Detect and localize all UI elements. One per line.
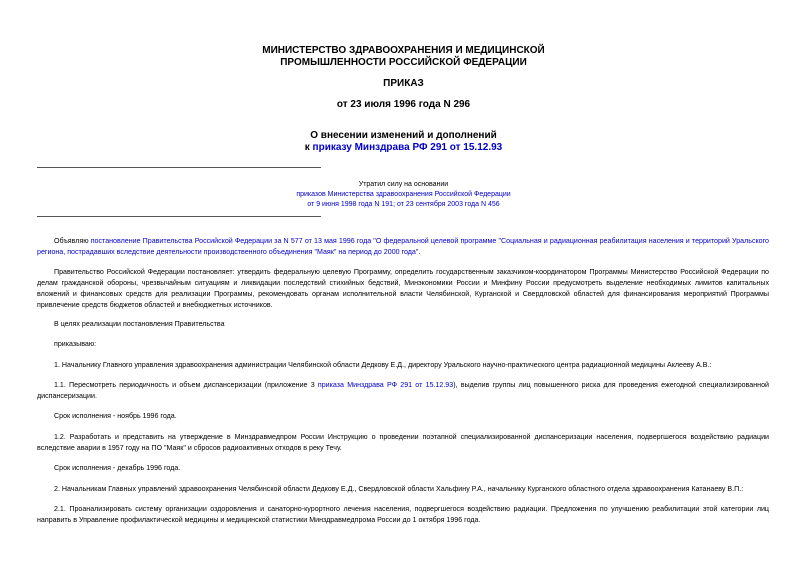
p1-suffix: .	[418, 248, 421, 256]
document-date-number: от 23 июля 1996 года N 296	[336, 99, 471, 110]
subject-prefix: к	[304, 142, 313, 153]
p1-prefix: Объявляю	[54, 237, 91, 245]
validity-dates-link[interactable]: от 9 июня 1998 года N 191; от 23 сентября 2003 года N 456	[307, 201, 500, 208]
ministry-title-line2: ПРОМЫШЛЕННОСТИ РОССИЙСКОЙ ФЕДЕРАЦИИ	[280, 57, 527, 68]
order-291-link-inline[interactable]: приказа Минздрава РФ 291 от 15.12.93	[317, 381, 454, 389]
paragraph-purpose: В целях реализации постановления Правительства	[54, 320, 225, 328]
paragraph-announcement	[37, 236, 769, 258]
paragraph-item-1: 1. Начальнику Главного управления здравоохранения администрации Челябинской области Дедкову Е.Д., директору Уральского научно-практического центра радиационной медицины Аклееву А.В.:	[54, 361, 712, 369]
document-subject-line1: О внесении изменений и дополнений	[310, 130, 497, 141]
government-resolution-link[interactable]: постановление Правительства Российской Федерации за N 577 от 13 мая 1996 года "О федеральной целевой программе "Социальная и радиационная реабилитация населения и территорий Уральского региона, пострадавших вследствие деятельности производственного объединения "Маяк" на период до 2000 года"	[37, 237, 769, 256]
paragraph-item-2-1: 2.1. Проанализировать систему организации оздоровления и санаторно-курортного лечения населения, подвергшегося воздействию радиации. Предложения по улучшению реабилитации этой категории лиц направить в Управление профилактической медицины и медицинской статистики Минздравмедпрома России до 1 октября 1996 года.	[37, 505, 769, 524]
ministry-title-line1: МИНИСТЕРСТВО ЗДРАВООХРАНЕНИЯ И МЕДИЦИНСКОЙ	[262, 45, 545, 56]
paragraph-item-1-2: 1.2. Разработать и представить на утверждение в Минздравмедпром России Инструкцию о проведении поэтапной специализированной диспансеризации населения, подвергшегося воздействию радиации вследствие аварии в 1957 году на ПО "Маяк" и сбросов радиоактивных отходов в реку Течу.	[37, 433, 769, 452]
paragraph-deadline-2: Срок исполнения - декабрь 1996 года.	[54, 464, 181, 472]
document-type: ПРИКАЗ	[383, 78, 424, 89]
paragraph-government-decree: Правительство Российской Федерации постановляет: утвердить федеральную целевую Программу, определить государственным заказчиком-координатором Программы Министерство Российской Федерации по делам гражданской обороны, чрезвычайным ситуациям и ликвидации последствий стихийных бедствий, Минэкономики России и Минфину России предусмотреть выделение необходимых лимитов капитальных вложений и финансовых средств для реализации Программы, рекомендовать органам исполнительной власти Челябинской, Курганской и Свердловской областей для финансирования мероприятий Программы привлечение средств бюджетов областей и внебюджетных источников.	[37, 268, 769, 309]
paragraph-order: приказываю:	[54, 340, 97, 348]
validity-note: Утратил силу на основании	[358, 181, 449, 188]
p6-prefix: 1.1. Пересмотреть периодичность и объем диспансеризации (приложение 3	[54, 381, 318, 389]
document-subject-line2	[0, 142, 807, 154]
paragraph-item-2: 2. Начальникам Главных управлений здравоохранения Челябинской области Дедкову Е.Д., Свердловской области Хальфину Р.А., начальнику Курганского областного отдела здравоохранения Катанаеву В.П.:	[54, 485, 744, 493]
divider-top	[37, 167, 321, 168]
divider-bottom	[37, 216, 321, 217]
p6-suffix: ), выделив группы лиц повышенного риска для проведения ежегодной специализированной диспансеризации.	[37, 381, 769, 400]
validity-orders-link[interactable]: приказов Министерства здравоохранения Российской Федерации	[296, 191, 511, 198]
order-291-link[interactable]: приказу Минздрава РФ 291 от 15.12.93	[312, 142, 503, 153]
paragraph-deadline-1: Срок исполнения - ноябрь 1996 года.	[54, 412, 177, 420]
paragraph-item-1-1	[37, 380, 769, 402]
